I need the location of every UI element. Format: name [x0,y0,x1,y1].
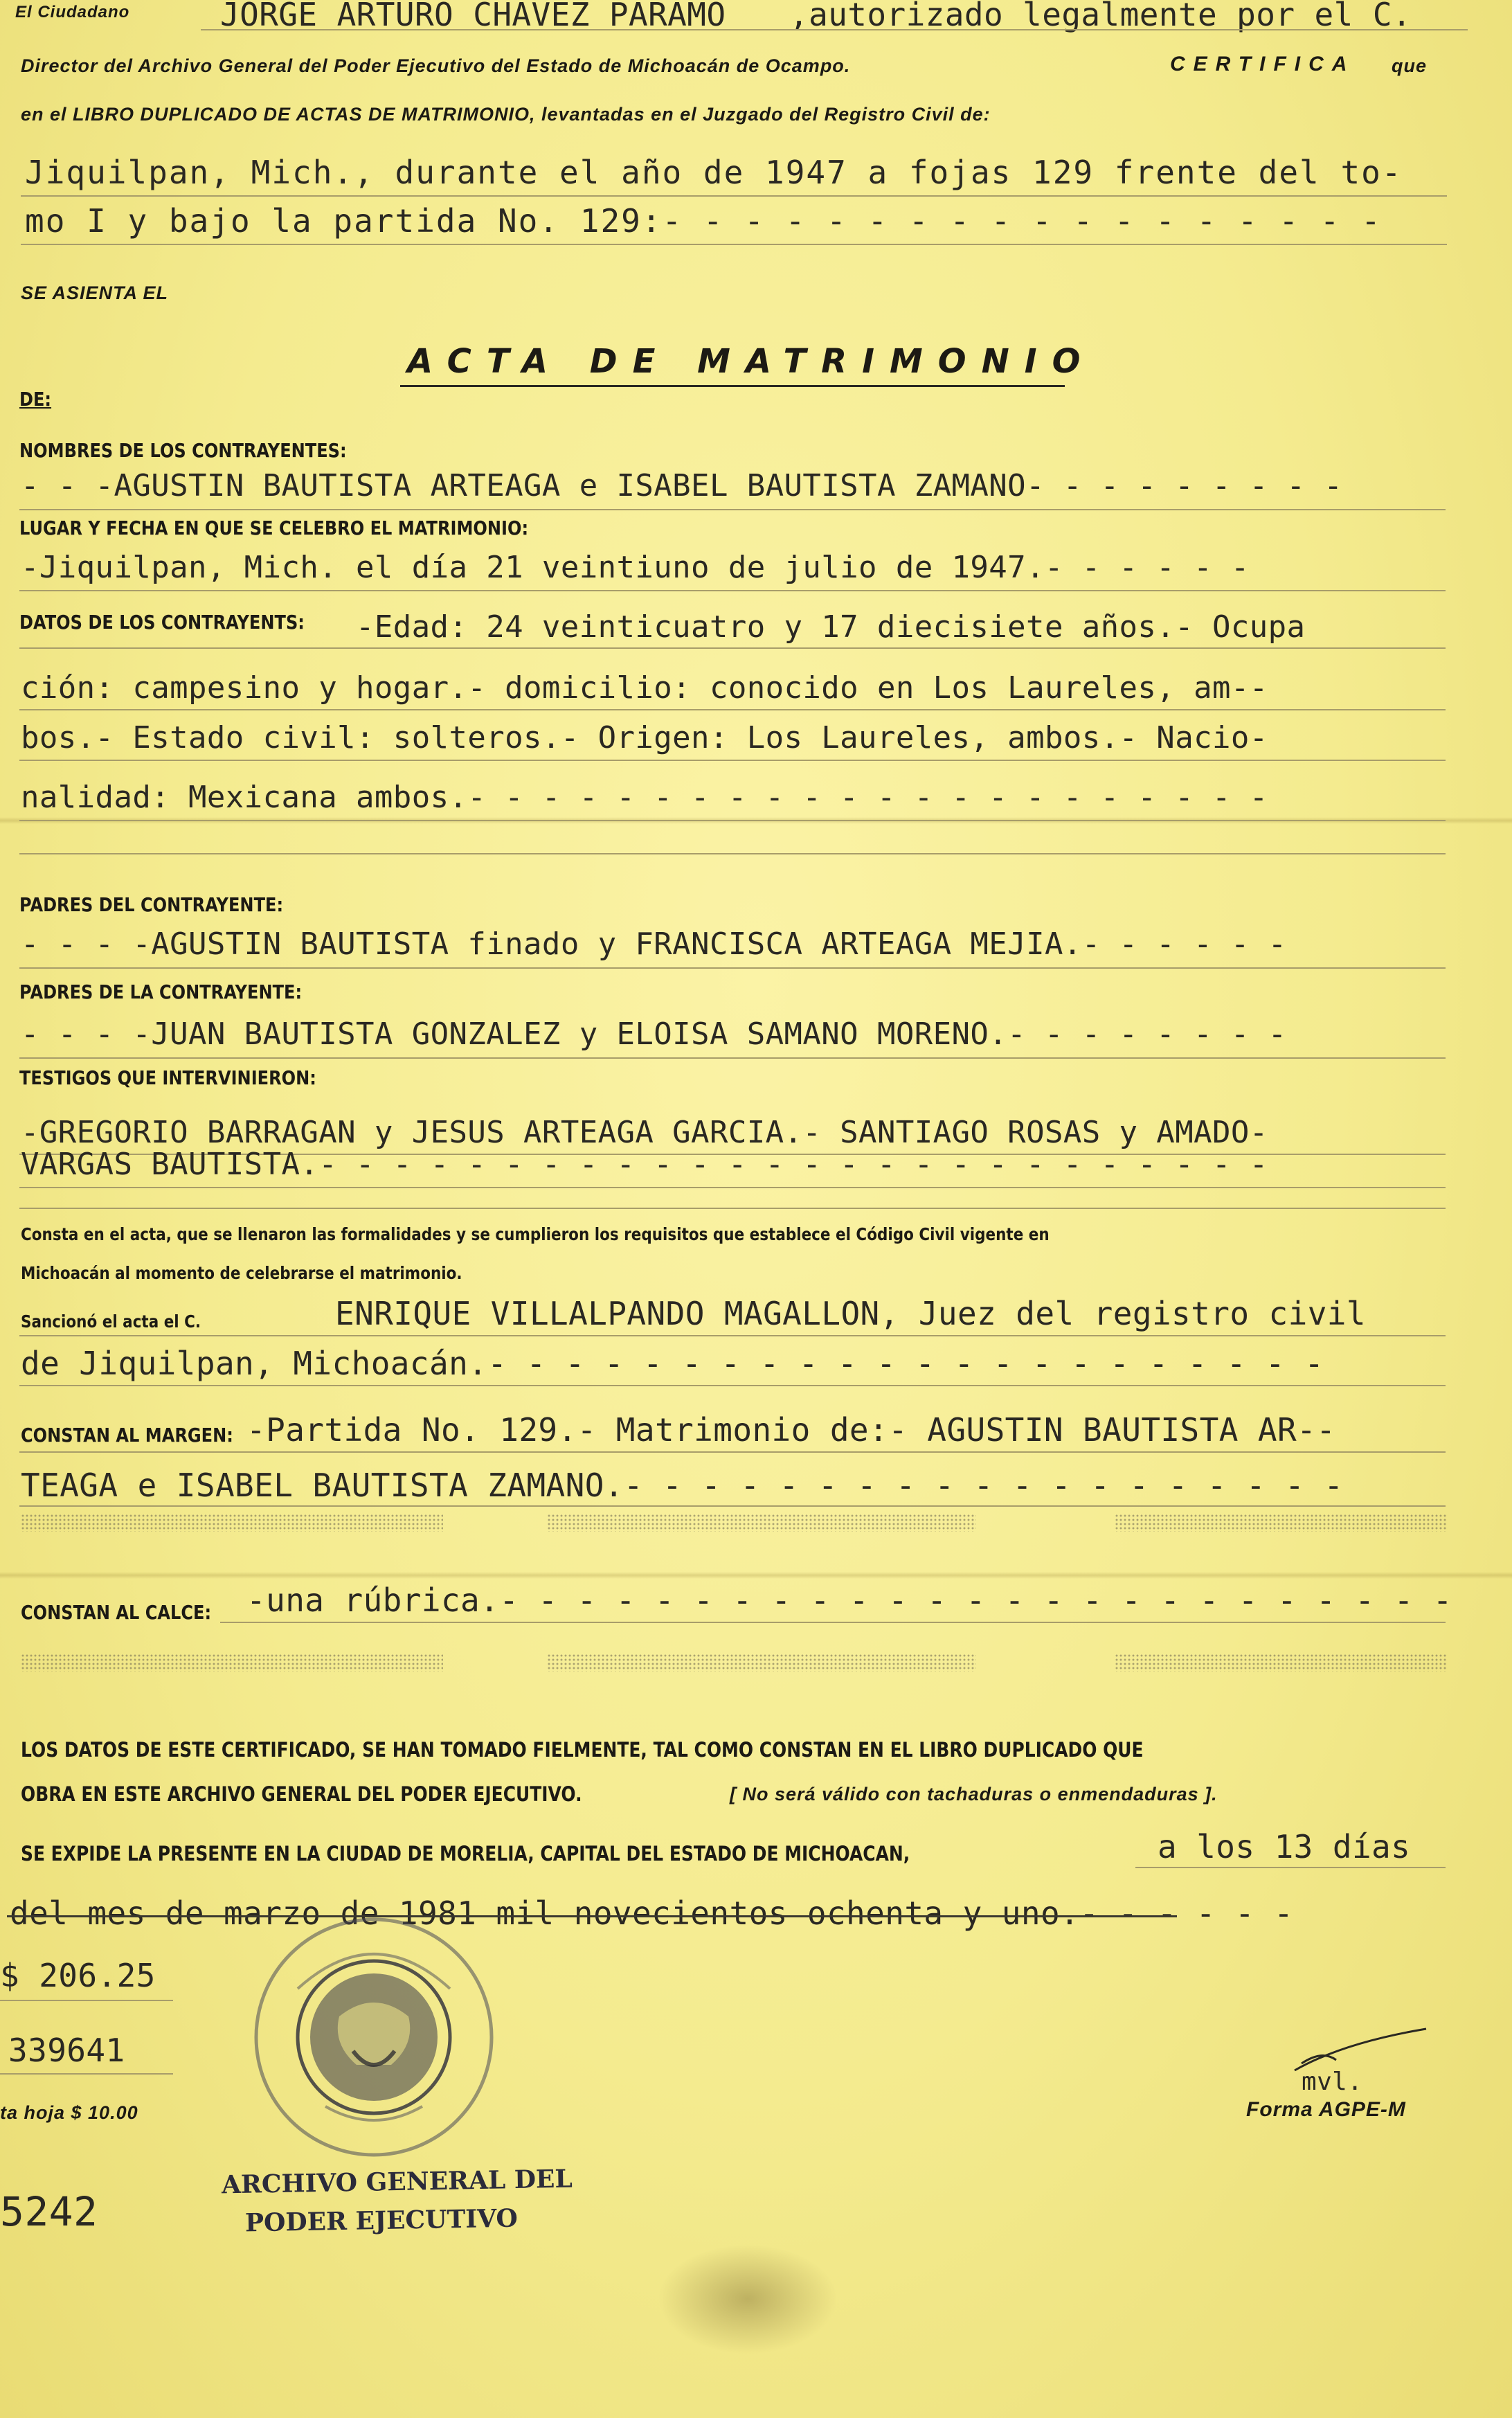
datos-value-4: nalidad: Mexicana ambos.- - - - - - - - - - - - - - - - - - - - - - [21,780,1268,815]
stamp-line-2: PODER EJECUTIVO [244,2203,519,2238]
row-rule [19,509,1446,510]
sanciono-value-1: ENRIQUE VILLALPANDO MAGALLON, Juez del registro civil [335,1295,1366,1332]
row-rule [19,853,1446,854]
row-rule [220,1622,1446,1623]
de-label: DE: [19,388,52,411]
hoja-price: ta hoja $ 10.00 [0,2102,138,2123]
stamp-line-1: ARCHIVO GENERAL DEL [221,2164,573,2200]
calce-label: CONSTAN AL CALCE: [21,1601,212,1624]
typed-line-1: Jiquilpan, Mich., durante el año de 1947 a fojas 129 frente del to- [25,154,1403,191]
ciudadano-label: El Ciudadano [15,3,130,21]
typed-line-2: mo I y bajo la partida No. 129:- - - - - - - - - - - - - - - - - - [25,202,1382,240]
row-rule [19,820,1446,821]
row-rule [19,1057,1446,1059]
row-rule [1135,1867,1446,1868]
dotted-fill [547,1654,976,1672]
padres-contrayente-label: PADRES DEL CONTRAYENTE: [19,893,284,916]
se-asienta: SE ASIENTA EL [21,283,169,303]
datos-value-1: -Edad: 24 veinticuatro y 17 diecisiete años.- Ocupa [356,609,1306,645]
row-rule [19,1208,1446,1209]
sanciono-value-2: de Jiquilpan, Michoacán.- - - - - - - - - - - - - - - - - - - - - - [21,1345,1324,1382]
typist-initials: mvl. [1302,2068,1363,2096]
margen-value-2: TEAGA e ISABEL BAUTISTA ZAMANO.- - - - - - - - - - - - - - - - - - - [21,1467,1344,1504]
dotted-fill [1115,1654,1447,1672]
footer-line-3: SE EXPIDE LA PRESENTE EN LA CIUDAD DE MORELIA, CAPITAL DEL ESTADO DE MICHOACAN, [21,1842,910,1865]
footer-line-2b: [ No será válido con tachaduras o enmendaduras ]. [730,1784,1218,1804]
libro-line: en el LIBRO DUPLICADO DE ACTAS DE MATRIMONIO, levantadas en el Juzgado del Registro Civil de: [21,104,991,125]
row-rule [19,1385,1446,1386]
strike-line [7,1915,1177,1917]
paper-stain [658,2244,838,2354]
row-rule [19,1451,1446,1453]
folio-number: 339641 [8,2032,125,2069]
testigos-value-2: VARGAS BAUTISTA.- - - - - - - - - - - - - - - - - - - - - - - - - - [21,1147,1268,1182]
dotted-fill [21,1654,443,1672]
row-rule [19,709,1446,710]
padres-contrayenta-label: PADRES DE LA CONTRAYENTE: [19,980,303,1003]
lugar-value: -Jiquilpan, Mich. el día 21 veintiuno de julio de 1947.- - - - - - [21,550,1250,585]
datos-value-2: ción: campesino y hogar.- domicilio: conocido en Los Laureles, am-- [21,670,1268,706]
calce-value: -una rúbrica.- - - - - - - - - - - - - - - - - - - - - - - - - [246,1582,1452,1619]
typed-rule [21,244,1447,245]
consta-line-2: Michoacán al momento de celebrarse el matrimonio. [21,1263,462,1283]
footer-line-2a: OBRA EN ESTE ARCHIVO GENERAL DEL PODER EJECUTIVO. [21,1782,582,1806]
consta-line-1: Consta en el acta, que se llenaron las formalidades y se cumplieron los requisitos que establece el Código Civil vigente en [21,1224,1050,1244]
nombres-value: - - -AGUSTIN BAUTISTA ARTEAGA e ISABEL BAUTISTA ZAMANO- - - - - - - - - [21,468,1343,503]
que-word: que [1392,55,1428,76]
row-rule [0,2000,173,2001]
row-rule [0,2073,173,2075]
row-rule [19,1505,1446,1507]
header-rule [201,29,1468,30]
dotted-fill [547,1514,976,1532]
lugar-label: LUGAR Y FECHA EN QUE SE CELEBRO EL MATRIMONIO: [19,517,529,539]
sanciono-label: Sancionó el acta el C. [21,1311,201,1332]
expedition-month: del mes de marzo de 1981 mil novecientos ochenta y uno.- - - - - - [10,1895,1294,1932]
row-rule [19,590,1446,591]
ciudadano-name: JORGE ARTURO CHAVEZ PARAMO [220,0,726,33]
datos-value-3: bos.- Estado civil: solteros.- Origen: Los Laureles, ambos.- Nacio- [21,720,1268,755]
nombres-label: NOMBRES DE LOS CONTRAYENTES: [19,439,347,462]
director-line: Director del Archivo General del Poder Ejecutivo del Estado de Michoacán de Ocampo. [21,55,851,76]
row-rule [19,967,1446,969]
amount: $ 206.25 [0,1957,156,1994]
expedition-day: a los 13 días [1158,1828,1411,1865]
authorization-text: ,autorizado legalmente por el C. [789,0,1412,33]
dotted-fill [1115,1514,1447,1532]
margen-label: CONSTAN AL MARGEN: [21,1424,233,1447]
testigos-value-1: -GREGORIO BARRAGAN y JESUS ARTEAGA GARCIA.- SANTIAGO ROSAS y AMADO- [21,1115,1268,1150]
dotted-fill [21,1514,443,1532]
document-title: ACTA DE MATRIMONIO [407,342,1096,381]
row-rule [19,1335,1446,1336]
testigos-label: TESTIGOS QUE INTERVINIERON: [19,1066,316,1089]
title-underline [400,385,1065,387]
padres-contrayenta-value: - - - -JUAN BAUTISTA GONZALEZ y ELOISA SAMANO MORENO.- - - - - - - - [21,1017,1287,1052]
row-rule [19,647,1446,649]
forma-code: Forma AGPE-M [1246,2098,1406,2121]
footer-line-1: LOS DATOS DE ESTE CERTIFICADO, SE HAN TOMADO FIELMENTE, TAL COMO CONSTAN EN EL LIBRO DUPLICADO QUE [21,1738,1144,1762]
certifica-word: CERTIFICA [1170,53,1356,75]
row-rule [19,1187,1446,1188]
margen-value-1: -Partida No. 129.- Matrimonio de:- AGUSTIN BAUTISTA AR-- [246,1411,1336,1449]
typed-rule [21,195,1447,197]
document-number: 5242 [0,2188,98,2235]
official-seal-icon [242,1906,505,2169]
datos-label: DATOS DE LOS CONTRAYENTS: [19,611,305,634]
row-rule [19,760,1446,761]
padres-contrayente-value: - - - -AGUSTIN BAUTISTA finado y FRANCISCA ARTEAGA MEJIA.- - - - - - [21,926,1287,962]
paper-fold [0,1572,1512,1579]
